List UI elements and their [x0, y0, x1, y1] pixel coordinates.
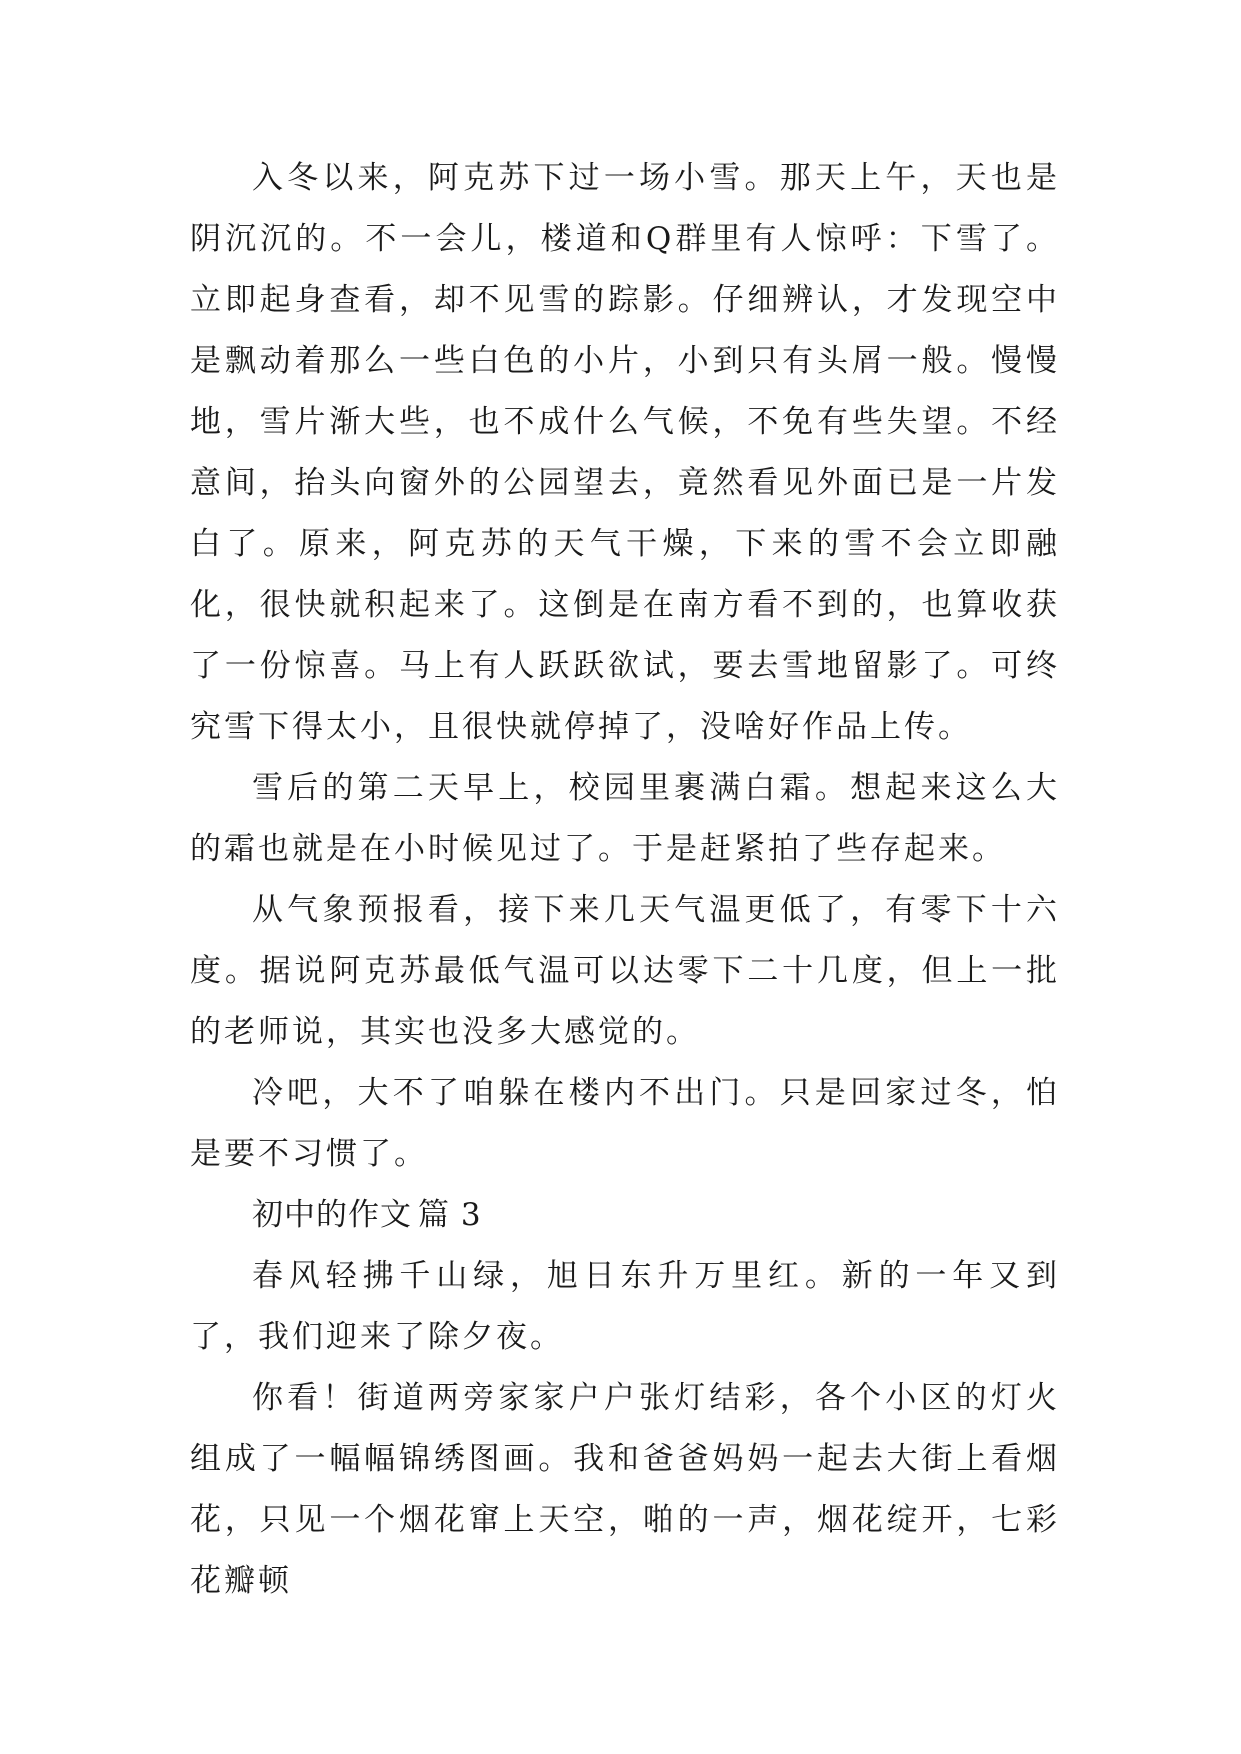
document-body	[190, 148, 1060, 1612]
section-heading-title: 初中的作文	[252, 1197, 412, 1233]
paragraph: 你看！街道两旁家家户户张灯结彩，各个小区的灯火组成了一幅幅锦绣图画。我和爸爸妈妈一起去大街上看烟花，只见一个烟花窜上天空，啪的一声，烟花绽开，七彩花瓣顿	[190, 1380, 1060, 1599]
paragraph: 入冬以来，阿克苏下过一场小雪。那天上午，天也是阴沉沉的。不一会儿，楼道和Q群里有人惊呼：下雪了。立即起身查看，却不见雪的踪影。仔细辨认，才发现空中是飘动着那么一些白色的小片，小到只有头屑一般。慢慢地，雪片渐大些，也不成什么气候，不免有些失望。不经意间，抬头向窗外的公园望去，竟然看见外面已是一片发白了。原来，阿克苏的天气干燥，下来的雪不会立即融化，很快就积起来了。这倒是在南方看不到的，也算收获了一份惊喜。马上有人跃跃欲试，要去雪地留影了。可终究雪下得太小，且很快就停掉了，没啥好作品上传。	[190, 160, 1060, 745]
paragraph: 雪后的第二天早上，校园里裹满白霜。想起来这么大的霜也就是在小时候见过了。于是赶紧拍了些存起来。	[190, 770, 1060, 867]
paragraph: 从气象预报看，接下来几天气温更低了，有零下十六度。据说阿克苏最低气温可以达零下二十几度，但上一批的老师说，其实也没多大感觉的。	[190, 892, 1060, 1050]
paragraph: 春风轻拂千山绿，旭日东升万里红。新的一年又到了，我们迎来了除夕夜。	[190, 1258, 1060, 1355]
section-heading	[190, 1185, 1060, 1246]
section-heading-number: 篇 3	[418, 1197, 482, 1233]
paragraph: 冷吧，大不了咱躲在楼内不出门。只是回家过冬，怕是要不习惯了。	[190, 1075, 1060, 1172]
